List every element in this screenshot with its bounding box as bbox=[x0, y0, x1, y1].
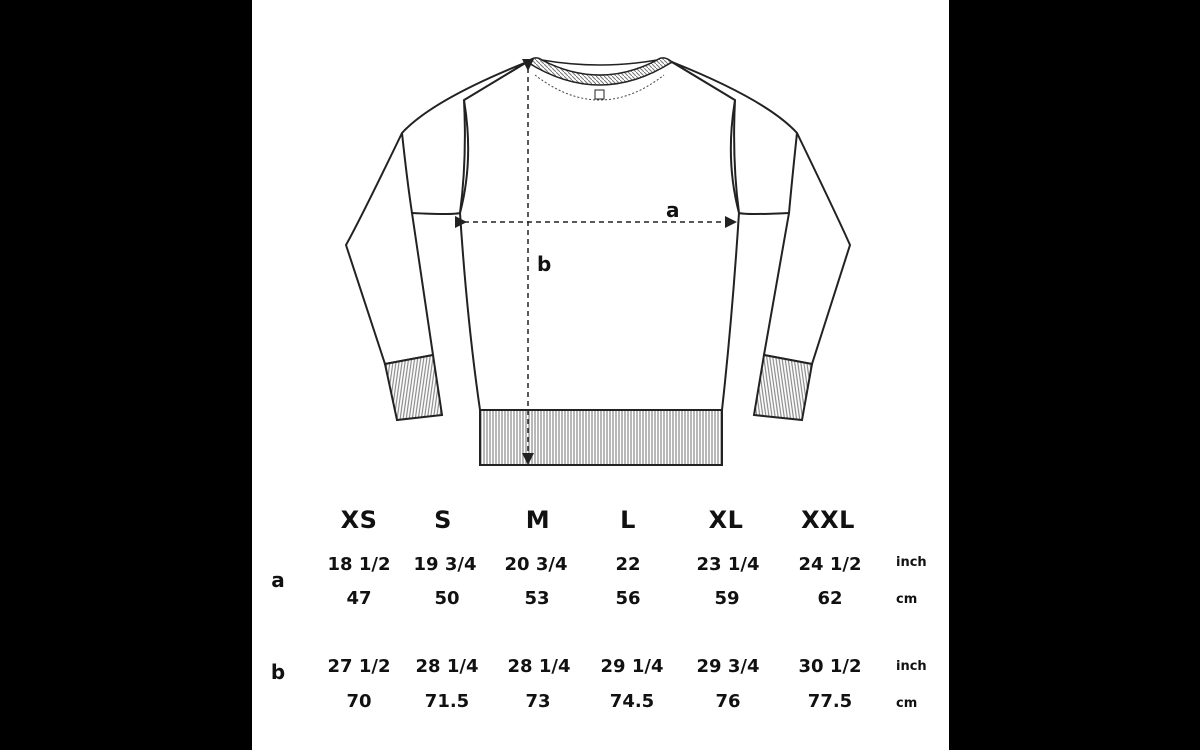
row-a-unit-cm: cm bbox=[896, 592, 918, 607]
row-b-cm-m: 73 bbox=[525, 691, 551, 712]
row-a-inch-xs: 18 1/2 bbox=[327, 554, 391, 575]
row-b-inch-xl: 29 3/4 bbox=[696, 656, 760, 677]
row-a-inch-l: 22 bbox=[615, 554, 641, 575]
size-header-m: M bbox=[525, 506, 551, 534]
row-a-cm-xl: 59 bbox=[714, 588, 740, 609]
sweatshirt-body-outline bbox=[460, 62, 739, 410]
right-cuff bbox=[754, 355, 812, 420]
row-a-inch-xxl: 24 1/2 bbox=[798, 554, 862, 575]
row-b-inch-m: 28 1/4 bbox=[507, 656, 571, 677]
row-label-a: a bbox=[271, 568, 285, 592]
measure-a-label: a bbox=[666, 198, 680, 222]
row-b-cm-l: 74.5 bbox=[609, 691, 655, 712]
sweatshirt-diagram bbox=[252, 0, 949, 480]
measure-b-label: b bbox=[537, 252, 552, 276]
row-b-inch-l: 29 1/4 bbox=[600, 656, 664, 677]
size-header-l: L bbox=[620, 506, 636, 534]
row-b-cm-xxl: 77.5 bbox=[807, 691, 853, 712]
left-cuff bbox=[385, 355, 442, 420]
row-b-inch-xxl: 30 1/2 bbox=[798, 656, 862, 677]
row-a-cm-xxl: 62 bbox=[817, 588, 843, 609]
row-a-cm-l: 56 bbox=[615, 588, 641, 609]
row-b-inch-xs: 27 1/2 bbox=[327, 656, 391, 677]
row-a-cm-m: 53 bbox=[524, 588, 550, 609]
row-b-unit-inch: inch bbox=[896, 659, 927, 674]
row-a-unit-inch: inch bbox=[896, 555, 927, 570]
row-b-inch-s: 28 1/4 bbox=[415, 656, 479, 677]
size-header-xl: XL bbox=[708, 506, 744, 534]
row-label-b: b bbox=[270, 660, 286, 684]
size-header-xs: XS bbox=[340, 506, 378, 534]
row-b-cm-s: 71.5 bbox=[424, 691, 470, 712]
size-chart-panel bbox=[252, 0, 949, 750]
row-b-cm-xs: 70 bbox=[346, 691, 372, 712]
neck-label-tag bbox=[595, 90, 604, 99]
waistband bbox=[480, 410, 722, 465]
row-a-inch-xl: 23 1/4 bbox=[696, 554, 760, 575]
row-a-inch-m: 20 3/4 bbox=[504, 554, 568, 575]
row-b-cm-xl: 76 bbox=[715, 691, 741, 712]
row-b-unit-cm: cm bbox=[896, 696, 918, 711]
row-a-cm-xs: 47 bbox=[346, 588, 372, 609]
size-header-xxl: XXL bbox=[801, 506, 855, 534]
size-header-s: S bbox=[434, 506, 452, 534]
row-a-inch-s: 19 3/4 bbox=[413, 554, 477, 575]
row-a-cm-s: 50 bbox=[434, 588, 460, 609]
